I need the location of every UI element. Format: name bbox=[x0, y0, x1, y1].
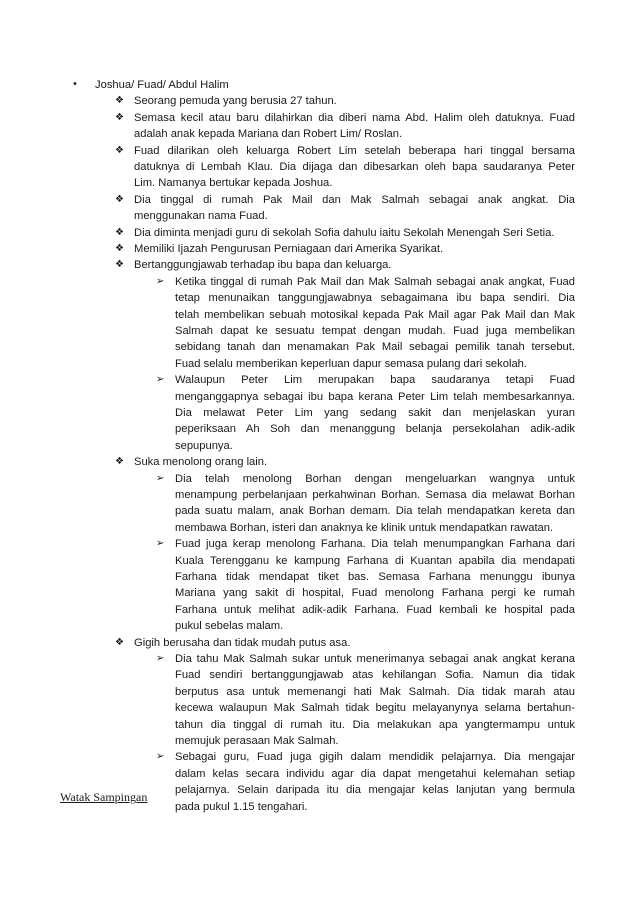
trait-text-line: Memiliki Ijazah Pengurusan Perniagaan dari Amerika Syarikat. bbox=[134, 243, 444, 255]
trait-text-line: Semasa kecil atau baru dilahirkan dia diberi nama Abd. Halim oleh datuknya. Fuad bbox=[134, 111, 575, 124]
trait-text-line: pukul sebelas malam. bbox=[175, 620, 284, 633]
trait-text-line: tahun dia tinggal di rumah itu. Dia melakukan apa yangtermampu untuk bbox=[175, 718, 575, 731]
trait-text-line: Fuad juga kerap menolong Farhana. Dia telah menumpangkan Farhana dari bbox=[175, 538, 575, 551]
trait-text-line: telah membelikan sebuah motosikal kepada Pak Mail agar Pak Mail dan Mak bbox=[175, 308, 575, 321]
section-heading: Watak Sampingan bbox=[60, 790, 148, 804]
trait-text-line: Sebagai guru, Fuad juga gigih dalam mendidik pelajarnya. Dia mengajar bbox=[175, 751, 575, 764]
trait-text-line: menggunakan nama Fuad. bbox=[134, 210, 268, 223]
trait-text-line: menganggapnya sebagai ibu bapa kerana Peter Lim telah membesarkannya. bbox=[175, 390, 575, 403]
trait-text-line: Lim. Namanya bertukar kepada Joshua. bbox=[134, 177, 333, 190]
arrow-bullet-icon: ➢ bbox=[156, 472, 165, 484]
trait-text-line: sepupunya. bbox=[175, 439, 233, 452]
trait-text-line: Fuad dilarikan oleh keluarga Robert Lim setelah beberapa hari tinggal bersama bbox=[134, 144, 575, 157]
trait-text-line: Farhana tidak mendapat tiket bas. Semasa Farhana menunggu ibunya bbox=[175, 571, 575, 583]
arrow-bullet-icon: ➢ bbox=[156, 538, 165, 550]
diamond-bullet-icon: ❖ bbox=[115, 226, 124, 238]
trait-text-line: Dia tahu Mak Salmah sukar untuk menerimanya sebagai anak angkat kerana bbox=[175, 653, 575, 665]
trait-text-line: Kuala Terengganu ke kampung Farhana di Kuantan apabila dia mendapati bbox=[175, 554, 575, 567]
trait-text-line: pada suatu malam, anak Borhan demam. Dia telah mendapatkan kereta dan bbox=[175, 505, 575, 518]
trait-text-line: peperiksaan Ah Soh dan menanggung belanja persekolahan adik-adik bbox=[175, 423, 575, 436]
trait-text-line: pelajarnya. Selain daripada itu dia mengajar kelas lanjutan yang bermula bbox=[175, 784, 575, 797]
trait-text-line: Fuad sendiri bertanggungjawab atas kehilangan Sofia. Namun dia tidak bbox=[175, 669, 575, 682]
arrow-bullet-icon: ➢ bbox=[156, 653, 165, 664]
trait-text-line: Seorang pemuda yang berusia 27 tahun. bbox=[134, 95, 337, 108]
diamond-bullet-icon: ❖ bbox=[115, 95, 124, 107]
trait-text-line: berputus asa untuk memenangi hati Mak Salmah. Dia tidak marah atau bbox=[175, 685, 575, 698]
trait-text-line: Gigih berusaha dan tidak mudah putus asa. bbox=[134, 636, 351, 649]
trait-text-line: menampung perbelanjaan perkahwinan Borhan. Semasa dia melawat Borhan bbox=[175, 489, 575, 501]
diamond-bullet-icon: ❖ bbox=[115, 243, 124, 254]
arrow-bullet-icon: ➢ bbox=[156, 374, 165, 386]
trait-text-line: kecewa walaupun Mak Salmah tidak begitu melayanynya selama bertahun- bbox=[175, 702, 575, 715]
trait-text-line: membawa Borhan, isteri dan anaknya ke klinik untuk mendapatkan rawatan. bbox=[175, 521, 554, 534]
trait-text-line: Fuad selalu memberikan keperluan dapur semasa pulang dari sekolah. bbox=[175, 357, 527, 370]
bullet-dot-icon: • bbox=[72, 79, 78, 90]
arrow-bullet-icon: ➢ bbox=[156, 275, 165, 287]
diamond-bullet-icon: ❖ bbox=[115, 193, 124, 205]
trait-text-line: Walaupun Peter Lim merupakan bapa saudaranya tetapi Fuad bbox=[175, 374, 575, 387]
trait-text-line: memujuk perasaan Mak Salmah. bbox=[175, 735, 339, 747]
trait-text-line: Suka menolong orang lain. bbox=[134, 456, 268, 469]
trait-text-line: Dia telah menolong Borhan dengan mengeluarkan wangnya untuk bbox=[175, 472, 575, 485]
trait-text-line: sebidang tanah dan menamakan Pak Mail sebagai pemilik tanah tersebut. bbox=[175, 341, 575, 354]
trait-text-line: Dia melawat Peter Lim yang sedang sakit dan menjelaskan yuran bbox=[175, 407, 575, 419]
trait-text-line: Dia tinggal di rumah Pak Mail dan Mak Salmah sebagai anak angkat. Dia bbox=[134, 193, 575, 206]
trait-text-line: Mariana yang sakit di hospital, Fuad menolong Farhana pergi ke rumah bbox=[175, 587, 575, 600]
trait-text-line: datuknya di Lembah Klau. Dia dijaga dan dibesarkan oleh bapa saudaranya Peter bbox=[134, 161, 575, 173]
trait-text-line: Salmah dapat ke sesuatu tempat dengan mudah. Fuad juga membelikan bbox=[175, 325, 575, 337]
diamond-bullet-icon: ❖ bbox=[115, 259, 124, 271]
diamond-bullet-icon: ❖ bbox=[115, 636, 124, 648]
trait-text-line: Ketika tinggal di rumah Pak Mail dan Mak Salmah sebagai anak angkat, Fuad bbox=[175, 275, 575, 288]
trait-text-line: Bertanggungjawab terhadap ibu bapa dan keluarga. bbox=[134, 259, 392, 272]
arrow-bullet-icon: ➢ bbox=[156, 751, 165, 763]
diamond-bullet-icon: ❖ bbox=[115, 111, 124, 123]
character-name-line: Joshua/ Fuad/ Abdul Halim bbox=[95, 79, 229, 91]
trait-text-line: pada pukul 1.15 tengahari. bbox=[175, 800, 308, 813]
trait-text-line: Dia diminta menjadi guru di sekolah Sofia dahulu iaitu Sekolah Menengah Seri Setia. bbox=[134, 226, 555, 239]
trait-text-line: adalah anak kepada Mariana dan Robert Lim/ Roslan. bbox=[134, 128, 403, 141]
diamond-bullet-icon: ❖ bbox=[115, 456, 124, 468]
trait-text-line: dalam kelas secara individu agar dia dapat mengetahui kelemahan setiap bbox=[175, 767, 575, 780]
trait-text-line: tetap menunaikan tanggungjawabnya sebagaimana ibu bapa sendiri. Dia bbox=[175, 292, 575, 305]
diamond-bullet-icon: ❖ bbox=[115, 144, 124, 156]
trait-text-line: Farhana untuk melihat adik-adik Farhana. Fuad kembali ke hospital pada bbox=[175, 603, 575, 616]
